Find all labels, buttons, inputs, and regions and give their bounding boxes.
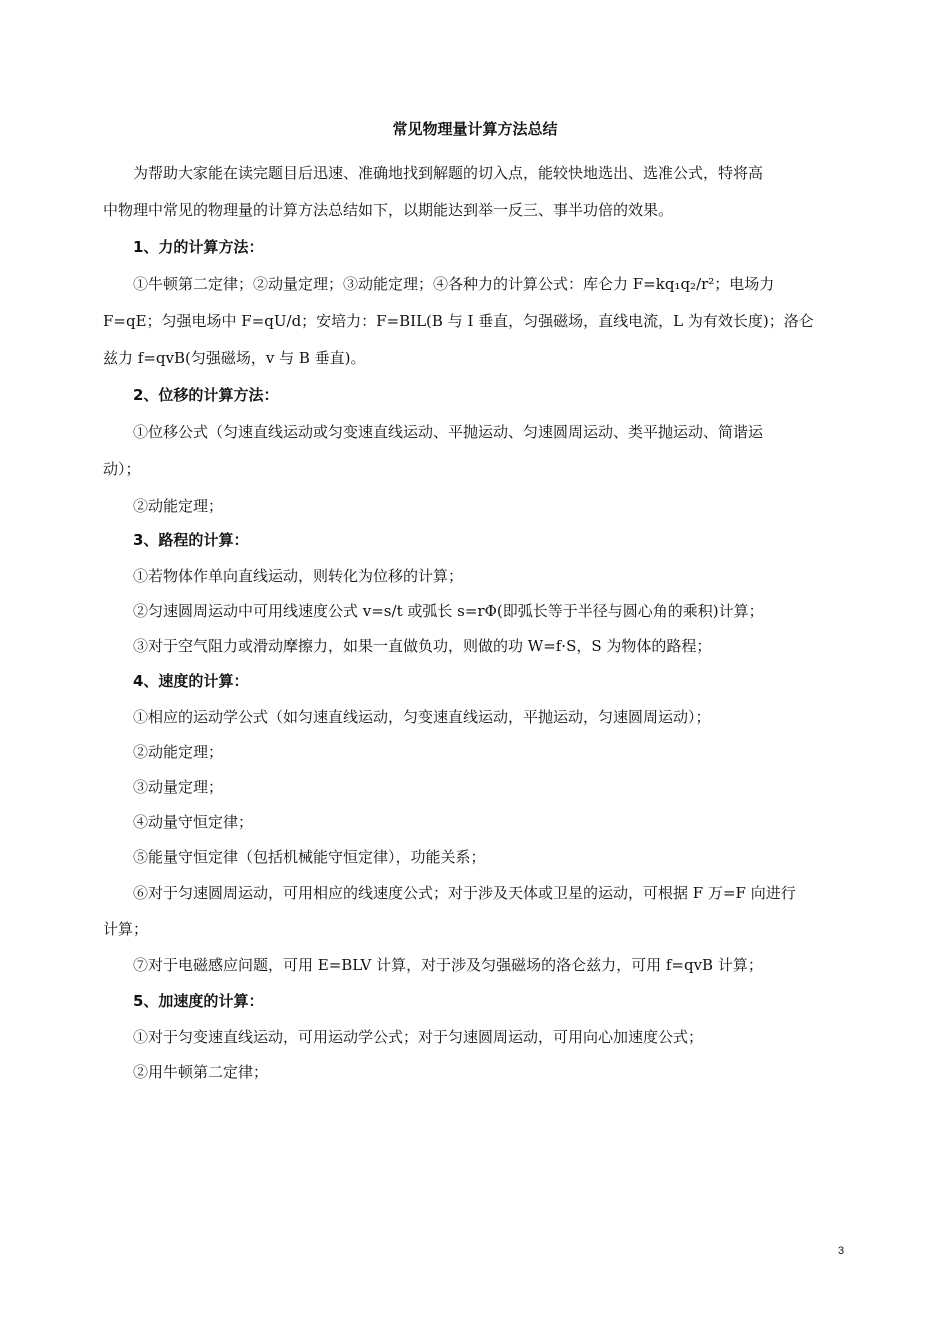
section-line: ⑤能量守恒定律（包括机械能守恒定律），功能关系； — [133, 848, 486, 866]
section-line: ①位移公式（匀速直线运动或匀变速直线运动、平抛运动、匀速圆周运动、类平抛运动、简谐运 — [133, 423, 764, 441]
section-line: ①相应的运动学公式（如匀速直线运动，匀变速直线运动，平抛运动，匀速圆周运动）； — [133, 708, 711, 726]
section-line: ③对于空气阻力或滑动摩擦力，如果一直做负功，则做的功 W=f·S，S 为物体的路程； — [133, 637, 712, 655]
intro-line-2: 中物理中常见的物理量的计算方法总结如下，以期能达到举一反三、事半功倍的效果。 — [103, 201, 674, 219]
section-heading-displacement: 2、位移的计算方法： — [133, 386, 279, 404]
section-line: 动）； — [103, 460, 141, 478]
document-title: 常见物理量计算方法总结 — [392, 120, 558, 138]
section-line: ②动能定理； — [133, 743, 224, 761]
section-line: F=qE；匀强电场中 F=qU/d；安培力：F=BIL(B 与 I 垂直，匀强磁场，直线电流，L 为有效长度)；洛仑 — [103, 312, 814, 330]
section-line: ②用牛顿第二定律； — [133, 1063, 269, 1081]
section-line: ⑦对于电磁感应问题，可用 E=BLV 计算，对于涉及匀强磁场的洛仑兹力，可用 f=qvB 计算； — [133, 956, 763, 974]
section-line: ②匀速圆周运动中可用线速度公式 v=s/t 或弧长 s=rΦ(即弧长等于半径与圆心角的乘积)计算； — [133, 602, 764, 620]
page-number: 3 — [838, 1245, 845, 1257]
section-line: ④动量守恒定律； — [133, 813, 254, 831]
section-line: ①牛顿第二定律；②动量定理；③动能定理；④各种力的计算公式：库仑力 F=kq₁q₂/r²；电场力 — [133, 275, 775, 293]
intro-line-1: 为帮助大家能在读完题目后迅速、准确地找到解题的切入点，能较快地选出、选准公式，特将高 — [133, 164, 764, 182]
section-line: ③动量定理； — [133, 778, 224, 796]
section-line: 计算； — [103, 920, 149, 938]
section-heading-path: 3、路程的计算： — [133, 531, 249, 549]
section-line: ⑥对于匀速圆周运动，可用相应的线速度公式；对于涉及天体或卫星的运动，可根据 F 万=F 向进行 — [133, 884, 796, 902]
section-line: ①对于匀变速直线运动，可用运动学公式；对于匀速圆周运动，可用向心加速度公式； — [133, 1028, 704, 1046]
section-heading-force: 1、力的计算方法： — [133, 238, 264, 256]
section-heading-velocity: 4、速度的计算： — [133, 672, 249, 690]
section-line: 兹力 f=qvB(匀强磁场，v 与 B 垂直)。 — [103, 349, 366, 367]
section-heading-acceleration: 5、加速度的计算： — [133, 992, 264, 1010]
section-line: ②动能定理； — [133, 497, 224, 515]
section-line: ①若物体作单向直线运动，则转化为位移的计算； — [133, 567, 464, 585]
